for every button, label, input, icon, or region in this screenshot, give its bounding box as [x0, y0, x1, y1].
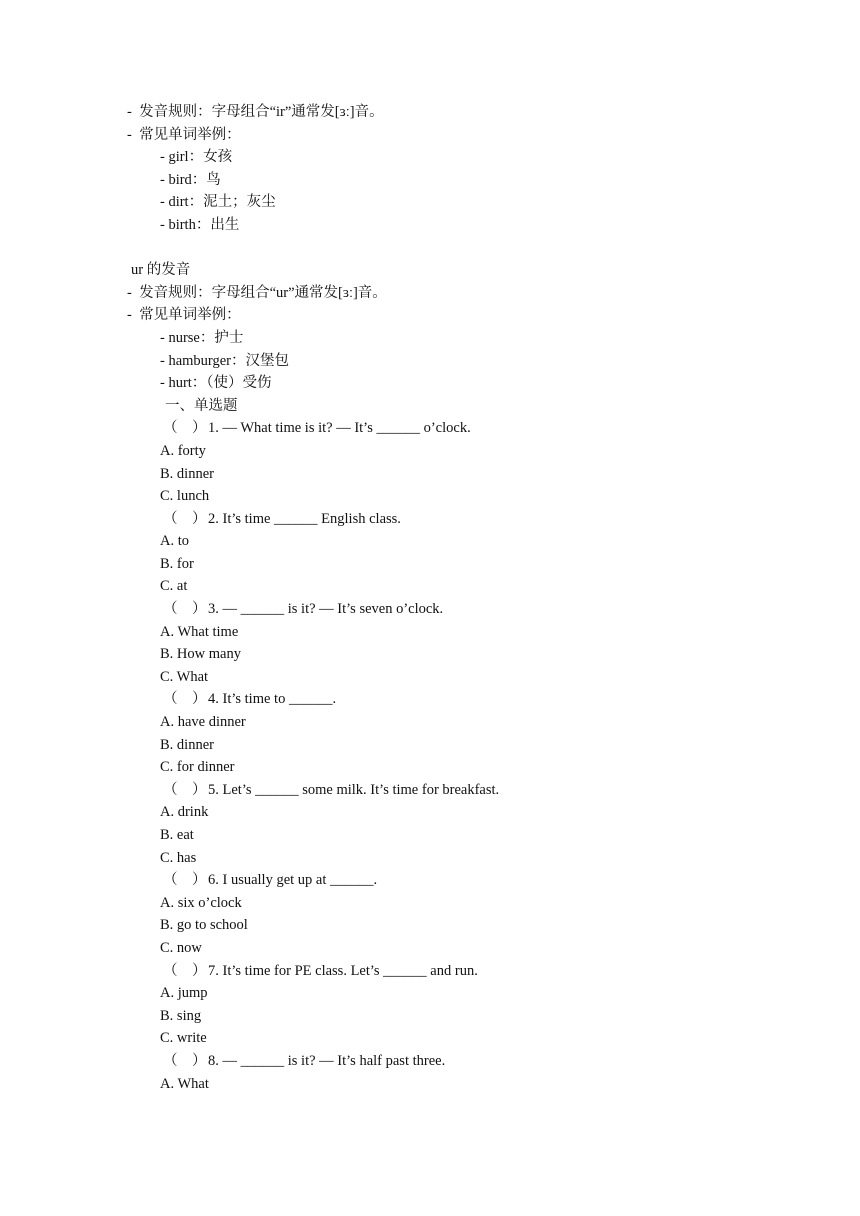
option-a: A. drink — [160, 804, 209, 821]
question-text: 3. — ______ is it? — It’s seven o’clock. — [208, 601, 444, 618]
question-stem — [0, 508, 860, 531]
quiz-heading: 一、单选题 — [165, 397, 238, 414]
ur-example-nurse: - nurse：护士 — [160, 329, 244, 346]
option-c: C. at — [160, 578, 188, 595]
ir-rule: - 发音规则：字母组合“ir”通常发[ɜː]音。 — [127, 104, 384, 120]
ur-examples-label: - 常见单词举例： — [127, 307, 241, 324]
answer-blank: （ ） — [163, 601, 207, 618]
answer-blank: （ ） — [163, 781, 207, 798]
option-b: B. go to school — [160, 917, 248, 934]
option-b: B. dinner — [160, 465, 214, 482]
option-a: A. What time — [160, 623, 239, 640]
question-text: 8. — ______ is it? — It’s half past three. — [208, 1052, 446, 1069]
question-2 — [0, 508, 860, 598]
option-c: C. now — [160, 939, 202, 956]
answer-blank: （ ） — [163, 420, 207, 437]
option-c: C. What — [160, 668, 209, 685]
question-5 — [0, 779, 860, 869]
answer-blank: （ ） — [163, 510, 207, 527]
question-stem — [0, 1050, 860, 1073]
option-b: B. dinner — [160, 736, 214, 753]
option-a: A. six o’clock — [160, 894, 242, 911]
question-text: 4. It’s time to ______. — [208, 691, 337, 708]
ir-example-bird: - bird：鸟 — [160, 171, 221, 188]
question-stem — [0, 688, 860, 711]
option-c: C. for dinner — [160, 759, 235, 776]
question-3 — [0, 598, 860, 688]
ir-examples-label: - 常见单词举例： — [127, 126, 241, 143]
question-4 — [0, 688, 860, 778]
ur-example-hamburger: - hamburger：汉堡包 — [160, 352, 289, 369]
question-7 — [0, 960, 860, 1050]
ir-example-girl: - girl：女孩 — [160, 149, 233, 166]
question-stem — [0, 417, 860, 440]
question-8 — [0, 1050, 860, 1095]
option-a: A. jump — [160, 985, 208, 1002]
question-text: 7. It’s time for PE class. Let’s ______ and run. — [208, 962, 478, 979]
option-b: B. sing — [160, 1007, 202, 1024]
ur-example-hurt: - hurt：（使）受伤 — [160, 375, 272, 392]
answer-blank: （ ） — [163, 872, 207, 889]
option-b: B. for — [160, 555, 194, 572]
question-text: 1. — What time is it? — It’s ______ o’clock. — [208, 420, 471, 437]
document-content — [0, 101, 860, 1095]
option-b: B. eat — [160, 827, 194, 843]
question-stem — [0, 779, 860, 802]
option-a: A. have dinner — [160, 714, 246, 731]
option-b: B. How many — [160, 646, 241, 663]
question-text: 5. Let’s ______ some milk. It’s time for breakfast. — [208, 781, 500, 798]
option-c: C. has — [160, 849, 197, 866]
answer-blank: （ ） — [163, 1052, 207, 1069]
option-c: C. lunch — [160, 488, 210, 505]
ir-example-birth: - birth：出生 — [160, 216, 240, 233]
ir-example-dirt: - dirt：泥土；灰尘 — [160, 194, 276, 211]
question-1 — [0, 417, 860, 507]
question-stem — [0, 960, 860, 983]
spacer — [0, 237, 860, 260]
option-c: C. write — [160, 1030, 207, 1047]
option-a: A. to — [160, 533, 189, 550]
question-stem — [0, 598, 860, 621]
ur-section-title: ur 的发音 — [131, 262, 191, 279]
question-text: 2. It’s time ______ English class. — [208, 510, 401, 527]
option-a: A. forty — [160, 442, 206, 459]
question-text: 6. I usually get up at ______. — [208, 872, 378, 889]
question-6 — [0, 869, 860, 959]
answer-blank: （ ） — [163, 691, 207, 708]
option-a: A. What — [160, 1075, 209, 1092]
ur-rule: - 发音规则：字母组合“ur”通常发[ɜː]音。 — [127, 284, 387, 301]
answer-blank: （ ） — [163, 962, 207, 979]
question-stem — [0, 869, 860, 892]
